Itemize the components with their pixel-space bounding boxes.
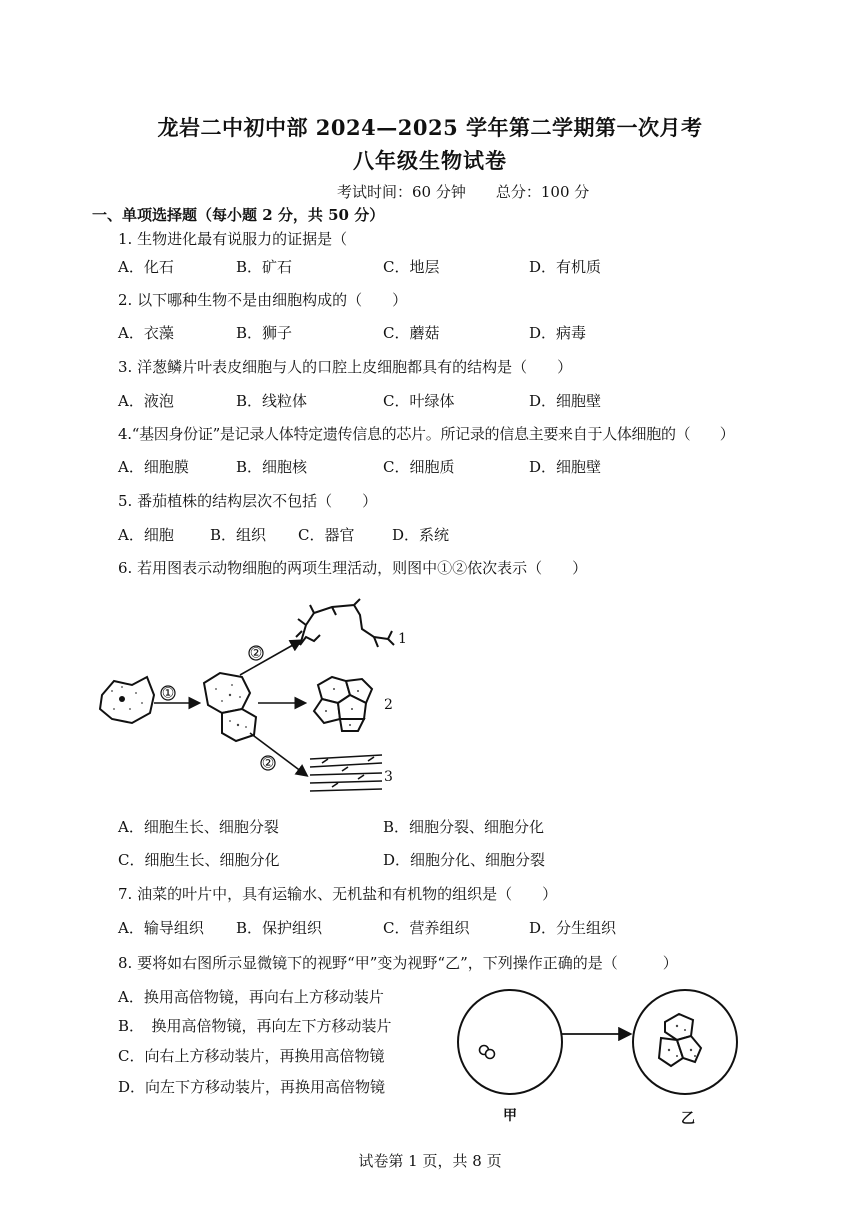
- question-2-option-b: B．狮子: [236, 324, 293, 342]
- muscle-tissue: [310, 755, 382, 791]
- question-4-option-a: A．细胞膜: [118, 458, 189, 476]
- question-3-option-b: B．线粒体: [236, 392, 308, 410]
- exam-subtitle: 八年级生物试卷: [353, 148, 507, 173]
- question-8-stem: 8. 要将如右图所示显微镜下的视野“甲”变为视野“乙”，下列操作正确的是（ ）: [118, 954, 678, 972]
- cell-division-differentiation-figure: [92, 585, 412, 805]
- figure-label-2: 2: [384, 697, 393, 713]
- view-jia-label: 甲: [503, 1108, 517, 1124]
- question-3-option-c: C．叶绿体: [383, 392, 455, 410]
- question-6-option-a: A．细胞生长、细胞分裂: [118, 818, 279, 836]
- page-footer: 试卷第 1 页，共 8 页: [358, 1152, 502, 1170]
- figure-label-1: 1: [398, 631, 407, 647]
- question-2-option-a: A．衣藻: [118, 324, 174, 342]
- question-6-stem: 6. 若用图表示动物细胞的两项生理活动，则图中①②依次表示（ ）: [118, 559, 588, 577]
- step-1-label: ①: [161, 685, 175, 702]
- question-4-stem: 4.“基因身份证”是记录人体特定遗传信息的芯片。所记录的信息主要来自于人体细胞的（ ）: [118, 425, 735, 443]
- microscope-view-figure: [455, 980, 755, 1130]
- question-3-option-d: D．细胞壁: [529, 392, 602, 410]
- question-8-option-c: C．向右上方移动装片，再换用高倍物镜: [118, 1047, 385, 1065]
- view-yi-label: 乙: [681, 1111, 695, 1127]
- question-7-option-a: A．输导组织: [118, 919, 204, 937]
- question-4-option-d: D．细胞壁: [529, 458, 602, 476]
- question-5-option-b: B．组织: [210, 526, 267, 544]
- question-6-option-d: D．细胞分化、细胞分裂: [383, 851, 546, 869]
- question-8-option-d: D．向左下方移动装片，再换用高倍物镜: [118, 1078, 386, 1096]
- exam-meta: [337, 181, 589, 202]
- question-1-option-b: B．矿石: [236, 258, 293, 276]
- question-2-option-d: D．病毒: [529, 324, 587, 342]
- question-8-option-a: A．换用高倍物镜，再向右上方移动装片: [118, 988, 384, 1006]
- question-1-option-d: D．有机质: [529, 258, 602, 276]
- question-6-option-b: B．细胞分裂、细胞分化: [383, 818, 545, 836]
- question-3-option-a: A．液泡: [118, 392, 174, 410]
- question-7-option-b: B．保护组织: [236, 919, 323, 937]
- question-5-option-a: A．细胞: [118, 526, 174, 544]
- question-4-option-c: C．细胞质: [383, 458, 455, 476]
- view-jia: [458, 990, 562, 1094]
- question-1-stem: 1. 生物进化最有说服力的证据是（: [118, 230, 348, 248]
- question-2-stem: 2. 以下哪种生物不是由细胞构成的（ ）: [118, 291, 408, 309]
- step-2-label-upper: ②: [249, 645, 263, 662]
- question-2-option-c: C．蘑菇: [383, 324, 440, 342]
- section-title: 一、单项选择题（每小题 2 分，共 50 分）: [92, 206, 385, 224]
- question-4-option-b: B．细胞核: [236, 458, 308, 476]
- question-5-option-d: D．系统: [392, 526, 450, 544]
- figure-label-3: 3: [384, 769, 393, 785]
- step-2-label-lower: ②: [261, 755, 275, 772]
- exam-score: 总分：100 分: [495, 183, 590, 201]
- single-cell: [100, 677, 154, 723]
- question-8-option-b: B． 换用高倍物镜，再向左下方移动装片: [118, 1017, 392, 1035]
- dividing-cells: [204, 673, 250, 713]
- epithelial-tissue: [314, 677, 372, 731]
- question-1-option-a: A．化石: [118, 258, 174, 276]
- question-7-option-d: D．分生组织: [529, 919, 617, 937]
- question-1-option-c: C．地层: [383, 258, 440, 276]
- exam-time: 考试时间：60 分钟: [337, 183, 466, 201]
- question-7-option-c: C．营养组织: [383, 919, 470, 937]
- question-5-stem: 5. 番茄植株的结构层次不包括（ ）: [118, 492, 378, 510]
- question-3-stem: 3. 洋葱鳞片叶表皮细胞与人的口腔上皮细胞都具有的结构是（ ）: [118, 358, 573, 376]
- exam-title: 龙岩二中初中部 2024—2025 学年第二学期第一次月考: [157, 115, 703, 140]
- nerve-tissue: [296, 599, 394, 647]
- question-6-option-c: C．细胞生长、细胞分化: [118, 851, 280, 869]
- question-7-stem: 7. 油菜的叶片中，具有运输水、无机盐和有机物的组织是（ ）: [118, 885, 558, 903]
- question-5-option-c: C．器官: [298, 526, 355, 544]
